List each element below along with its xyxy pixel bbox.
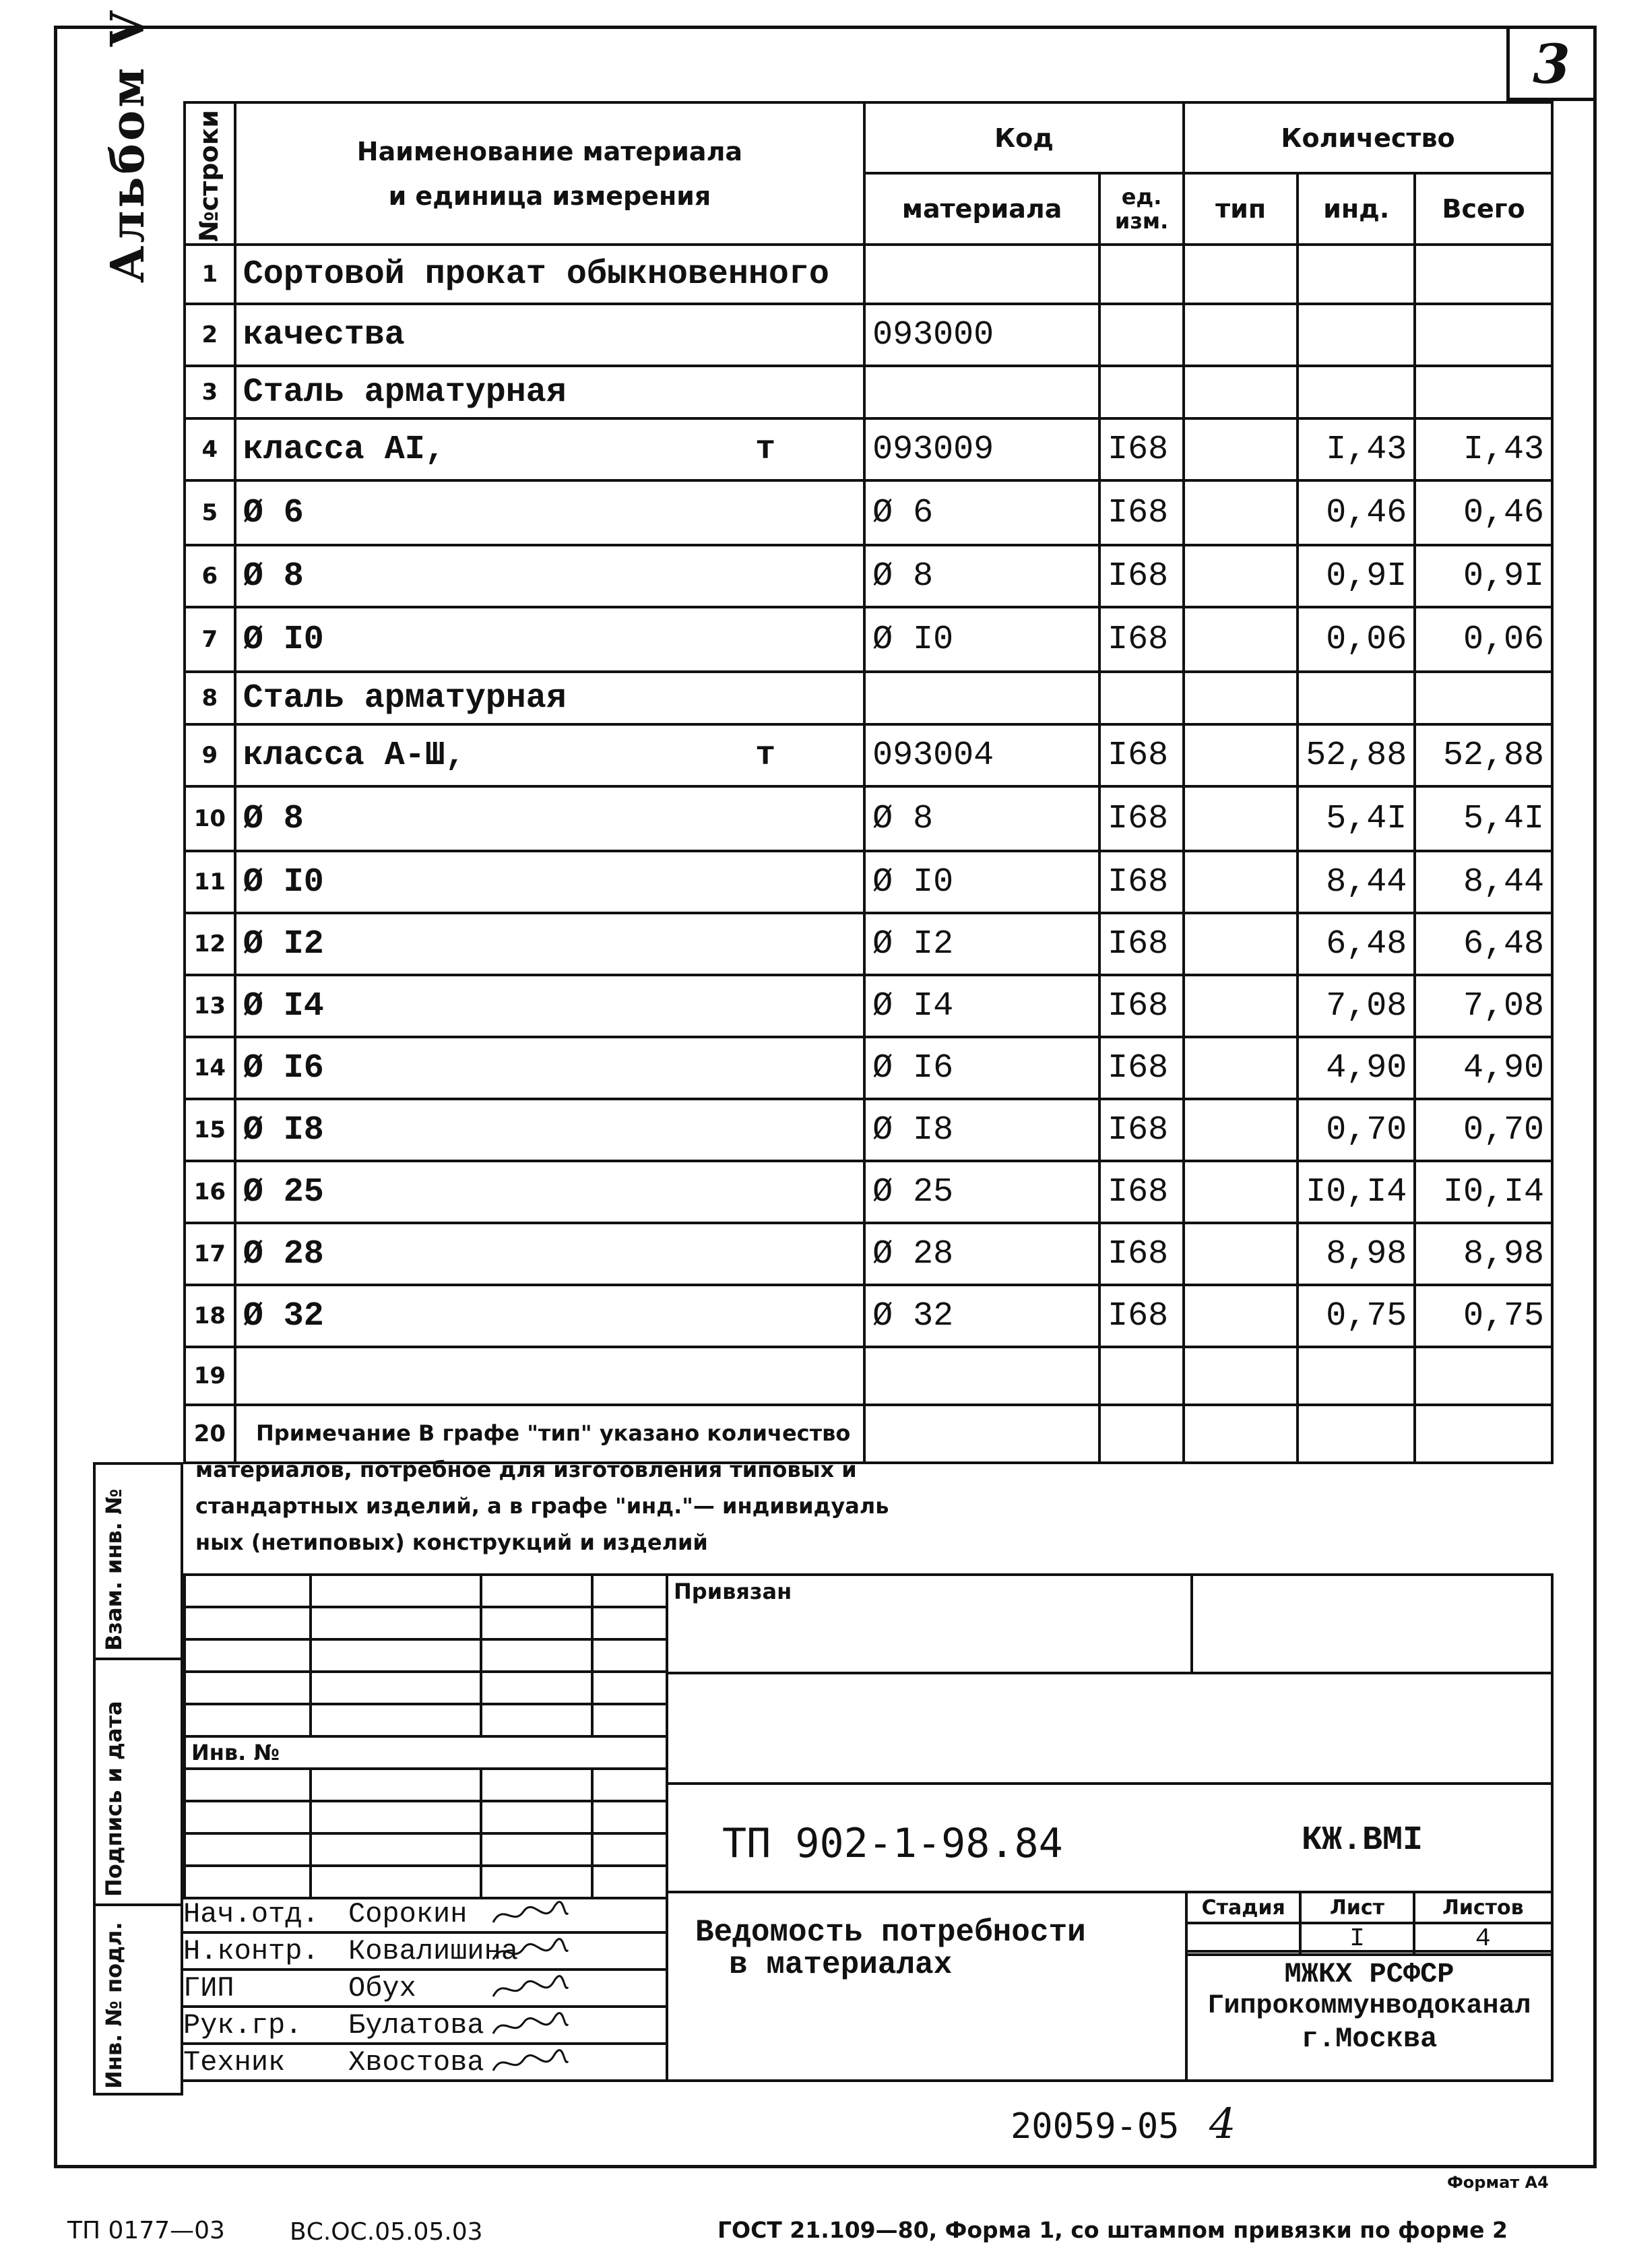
qty-type [1184, 672, 1298, 724]
material-name-text: качества [243, 315, 405, 354]
signatory-name: Обух [348, 1972, 416, 2005]
qty-ind [1298, 245, 1415, 304]
material-name-text: Ø I0 [243, 862, 324, 902]
material-code: Ø 32 [864, 1285, 1099, 1347]
material-code [864, 1347, 1099, 1405]
signatory-row [183, 1971, 668, 2008]
qty-ind: I0,I4 [1298, 1161, 1415, 1223]
row-number: 18 [185, 1285, 235, 1347]
unit-code: I68 [1099, 851, 1184, 913]
qty-total: I,43 [1415, 418, 1552, 480]
material-name-text: Ø 25 [243, 1172, 324, 1211]
material-name-text: Ø 32 [243, 1296, 324, 1335]
qty-total: 0,46 [1415, 480, 1552, 545]
material-name-text: Ø I8 [243, 1110, 324, 1149]
doc-code-box [666, 1782, 1554, 1893]
unit-code: I68 [1099, 913, 1184, 975]
table-row [185, 851, 1552, 913]
material-code: Ø 8 [864, 786, 1099, 851]
material-name [235, 1099, 864, 1161]
inv-no-label: Инв. № [185, 1736, 667, 1769]
signatory-role: Н.контр. [183, 1935, 319, 1967]
signatory-role: Нач.отд. [183, 1898, 319, 1930]
row-number: 9 [185, 724, 235, 786]
unit-code [1099, 1347, 1184, 1405]
row-number: 15 [185, 1099, 235, 1161]
unit-code [1099, 672, 1184, 724]
sheet-title-box: Ведомость потребности в материалах [666, 1891, 1188, 2082]
qty-type [1184, 366, 1298, 418]
unit-code: I68 [1099, 975, 1184, 1037]
qty-type [1184, 1347, 1298, 1405]
qty-total [1415, 366, 1552, 418]
material-code: 093004 [864, 724, 1099, 786]
unit-code: I68 [1099, 724, 1184, 786]
format-label: Формат А4 [1447, 2173, 1549, 2192]
unit-code: I68 [1099, 1099, 1184, 1161]
table-row [185, 724, 1552, 786]
side-label-vzam: Взам. инв. № [101, 1488, 127, 1651]
table-row [185, 1285, 1552, 1347]
table-row [185, 1347, 1552, 1405]
material-name [235, 672, 864, 724]
table-row [185, 245, 1552, 304]
unit-code: I68 [1099, 1223, 1184, 1285]
material-code: Ø I6 [864, 1037, 1099, 1099]
material-name-text: Ø 6 [243, 493, 304, 532]
qty-type [1184, 245, 1298, 304]
table-row [185, 975, 1552, 1037]
qty-ind: 0,46 [1298, 480, 1415, 545]
signature-mark [490, 1974, 571, 2007]
unit-code: I68 [1099, 480, 1184, 545]
signatory-row [183, 2008, 668, 2045]
table-body [185, 245, 1552, 1463]
qty-type [1184, 724, 1298, 786]
unit-code: I68 [1099, 786, 1184, 851]
qty-type [1184, 913, 1298, 975]
signature-mark [490, 1936, 571, 1970]
header-code: Код [864, 102, 1184, 173]
signature-mark [490, 1899, 571, 1932]
material-code: Ø I0 [864, 607, 1099, 672]
material-name [235, 1161, 864, 1223]
footer-left-2: ВС.ОС.05.05.03 [290, 2218, 483, 2246]
qty-ind: 6,48 [1298, 913, 1415, 975]
unit-code: I68 [1099, 545, 1184, 607]
material-name [235, 245, 864, 304]
row-number: 10 [185, 786, 235, 851]
material-code: Ø I0 [864, 851, 1099, 913]
qty-type [1184, 1037, 1298, 1099]
table-row [185, 545, 1552, 607]
row-number: 8 [185, 672, 235, 724]
qty-type [1184, 607, 1298, 672]
qty-total: 0,06 [1415, 607, 1552, 672]
table-row [185, 607, 1552, 672]
header-total: Всего [1415, 173, 1552, 245]
material-code [864, 245, 1099, 304]
qty-ind [1298, 304, 1415, 366]
material-name [235, 607, 864, 672]
unit-code [1099, 304, 1184, 366]
material-name [235, 975, 864, 1037]
material-code: Ø I8 [864, 1099, 1099, 1161]
unit-code: I68 [1099, 1037, 1184, 1099]
row-number: 19 [185, 1347, 235, 1405]
material-name-text: Сталь арматурная [243, 679, 567, 718]
qty-ind [1298, 672, 1415, 724]
material-code: Ø 8 [864, 545, 1099, 607]
qty-ind: 8,44 [1298, 851, 1415, 913]
material-name [235, 1037, 864, 1099]
qty-ind: 0,9I [1298, 545, 1415, 607]
footer-left-1: ТП 0177—03 [67, 2217, 225, 2244]
qty-ind: 8,98 [1298, 1223, 1415, 1285]
qty-ind: 0,06 [1298, 607, 1415, 672]
material-name-text: класса AI, [243, 430, 445, 469]
qty-total: 0,75 [1415, 1285, 1552, 1347]
qty-ind: 7,08 [1298, 975, 1415, 1037]
unit-code: I68 [1099, 1161, 1184, 1223]
qty-type [1184, 1099, 1298, 1161]
material-code: Ø 25 [864, 1161, 1099, 1223]
table-row [185, 786, 1552, 851]
header-ind: инд. [1298, 173, 1415, 245]
material-code: Ø I2 [864, 913, 1099, 975]
footer-right: ГОСТ 21.109—80, Форма 1, со штампом привязки по форме 2 [717, 2217, 1508, 2243]
material-name [235, 1347, 864, 1405]
qty-ind: 52,88 [1298, 724, 1415, 786]
header-unit: ед. изм. [1099, 173, 1184, 245]
qty-total: 0,70 [1415, 1099, 1552, 1161]
qty-type [1184, 480, 1298, 545]
qty-total: 5,4I [1415, 786, 1552, 851]
unit-code [1099, 245, 1184, 304]
signatory-row [183, 2045, 668, 2082]
qty-type [1184, 1161, 1298, 1223]
header-quantity: Количество [1184, 102, 1552, 173]
material-name-text: Ø 8 [243, 799, 304, 838]
material-name-text: Ø 28 [243, 1234, 324, 1273]
header-row-no: №строки [185, 102, 235, 245]
qty-type [1184, 304, 1298, 366]
album-label: Альбом V [101, 8, 155, 283]
signatory-name: Булатова [348, 2009, 484, 2042]
material-code: Ø I4 [864, 975, 1099, 1037]
qty-type [1184, 1285, 1298, 1347]
qty-ind [1298, 1347, 1415, 1405]
row-number: 20 [185, 1405, 235, 1463]
table-row [185, 1223, 1552, 1285]
row-number: 16 [185, 1161, 235, 1223]
unit-label: т [755, 430, 776, 469]
table-row [185, 913, 1552, 975]
table-row [185, 418, 1552, 480]
qty-total: 4,90 [1415, 1037, 1552, 1099]
header-type: тип [1184, 173, 1298, 245]
table-row [185, 480, 1552, 545]
qty-total: 7,08 [1415, 975, 1552, 1037]
qty-ind: 4,90 [1298, 1037, 1415, 1099]
row-number: 14 [185, 1037, 235, 1099]
qty-type [1184, 786, 1298, 851]
note: Примечание В графе "тип" указано количество материалов, потребное для изготовления типовых и стандартных изделий, а в графе "инд."— индивидуаль ных (нетиповых) конструкций и изделий [195, 1420, 889, 1555]
material-name-text: Сортовой прокат обыкновенного [243, 255, 829, 294]
stage-table: Стадия Лист Листов I 4 [1185, 1891, 1554, 1956]
header-material: материала [864, 173, 1099, 245]
row-number: 6 [185, 545, 235, 607]
qty-total [1415, 1347, 1552, 1405]
table-row [185, 672, 1552, 724]
qty-total [1415, 304, 1552, 366]
header-name: Наименование материала и единица измерения [235, 102, 864, 245]
table-row [185, 1161, 1552, 1223]
qty-ind: I,43 [1298, 418, 1415, 480]
row-number: 7 [185, 607, 235, 672]
material-name-text: Сталь арматурная [243, 373, 567, 412]
qty-type [1184, 1223, 1298, 1285]
qty-total: 8,44 [1415, 851, 1552, 913]
signatory-name: Ковалишина [348, 1935, 519, 1967]
row-number: 13 [185, 975, 235, 1037]
materials-table [183, 101, 1554, 1464]
qty-total: 6,48 [1415, 913, 1552, 975]
qty-total [1415, 1405, 1552, 1463]
row-number: 1 [185, 245, 235, 304]
row-number: 2 [185, 304, 235, 366]
row-number: 3 [185, 366, 235, 418]
qty-total: 52,88 [1415, 724, 1552, 786]
material-code: 093000 [864, 304, 1099, 366]
material-name-text: Ø I4 [243, 986, 324, 1026]
table-row [185, 366, 1552, 418]
material-name [235, 851, 864, 913]
unit-code: I68 [1099, 1285, 1184, 1347]
doc-code: ТП 902-1-98.84 [722, 1820, 1063, 1867]
signature-mark [490, 2011, 571, 2044]
qty-total [1415, 245, 1552, 304]
signatory-role: ГИП [183, 1972, 234, 2005]
material-code [864, 672, 1099, 724]
qty-type [1184, 545, 1298, 607]
signatory-name: Хвостова [348, 2046, 484, 2079]
material-name [235, 786, 864, 851]
material-name [235, 480, 864, 545]
material-name-text: Ø 8 [243, 557, 304, 596]
inventory-number: 20059-05 4 [1011, 2099, 1236, 2148]
material-code: Ø 6 [864, 480, 1099, 545]
page-number: 3 [1533, 32, 1570, 96]
qty-total: 8,98 [1415, 1223, 1552, 1285]
qty-total [1415, 672, 1552, 724]
doc-mark: КЖ.ВМI [1302, 1821, 1424, 1860]
table-row [185, 1099, 1552, 1161]
signatory-role: Рук.гр. [183, 2009, 302, 2042]
material-name-text: Ø I0 [243, 620, 324, 659]
row-number: 4 [185, 418, 235, 480]
qty-ind: 0,70 [1298, 1099, 1415, 1161]
organization-box: МЖКХ РСФСР Гипрокоммунводоканал г.Москва [1185, 1950, 1554, 2082]
signatory-role: Техник [183, 2046, 286, 2079]
material-name-text: Ø I6 [243, 1048, 324, 1088]
material-code [864, 366, 1099, 418]
qty-type [1184, 975, 1298, 1037]
unit-label: т [755, 736, 776, 775]
page-number-box [1506, 26, 1597, 101]
qty-ind [1298, 366, 1415, 418]
qty-type [1184, 851, 1298, 913]
qty-total: 0,9I [1415, 545, 1552, 607]
title-block [183, 1573, 1554, 2082]
material-name [235, 1285, 864, 1347]
material-code: 093009 [864, 418, 1099, 480]
material-name [235, 545, 864, 607]
row-number: 11 [185, 851, 235, 913]
material-name [235, 418, 864, 480]
qty-total: I0,I4 [1415, 1161, 1552, 1223]
side-label-podpis: Подпись и дата [101, 1701, 127, 1897]
signatory-name: Сорокин [348, 1898, 468, 1930]
material-name-text: класса A-Ш, [243, 736, 466, 775]
table-row [185, 1037, 1552, 1099]
material-name [235, 913, 864, 975]
material-name [235, 724, 864, 786]
row-number: 17 [185, 1223, 235, 1285]
signature-mark [490, 2048, 571, 2081]
unit-code [1099, 366, 1184, 418]
signatory-row [183, 1934, 668, 1971]
material-name [235, 366, 864, 418]
material-name [235, 1223, 864, 1285]
row-number: 12 [185, 913, 235, 975]
material-name-text: Ø I2 [243, 924, 324, 964]
unit-code: I68 [1099, 418, 1184, 480]
side-label-inv-podl: Инв. № подл. [101, 1922, 127, 2089]
qty-ind: 5,4I [1298, 786, 1415, 851]
stamp-left-grid [183, 1573, 668, 1899]
table-row [185, 304, 1552, 366]
row-number: 5 [185, 480, 235, 545]
signatory-row [183, 1897, 668, 1934]
privyazan-box: Привязан [666, 1573, 1554, 1674]
qty-ind: 0,75 [1298, 1285, 1415, 1347]
unit-code: I68 [1099, 607, 1184, 672]
material-name [235, 304, 864, 366]
material-code: Ø 28 [864, 1223, 1099, 1285]
qty-type [1184, 418, 1298, 480]
